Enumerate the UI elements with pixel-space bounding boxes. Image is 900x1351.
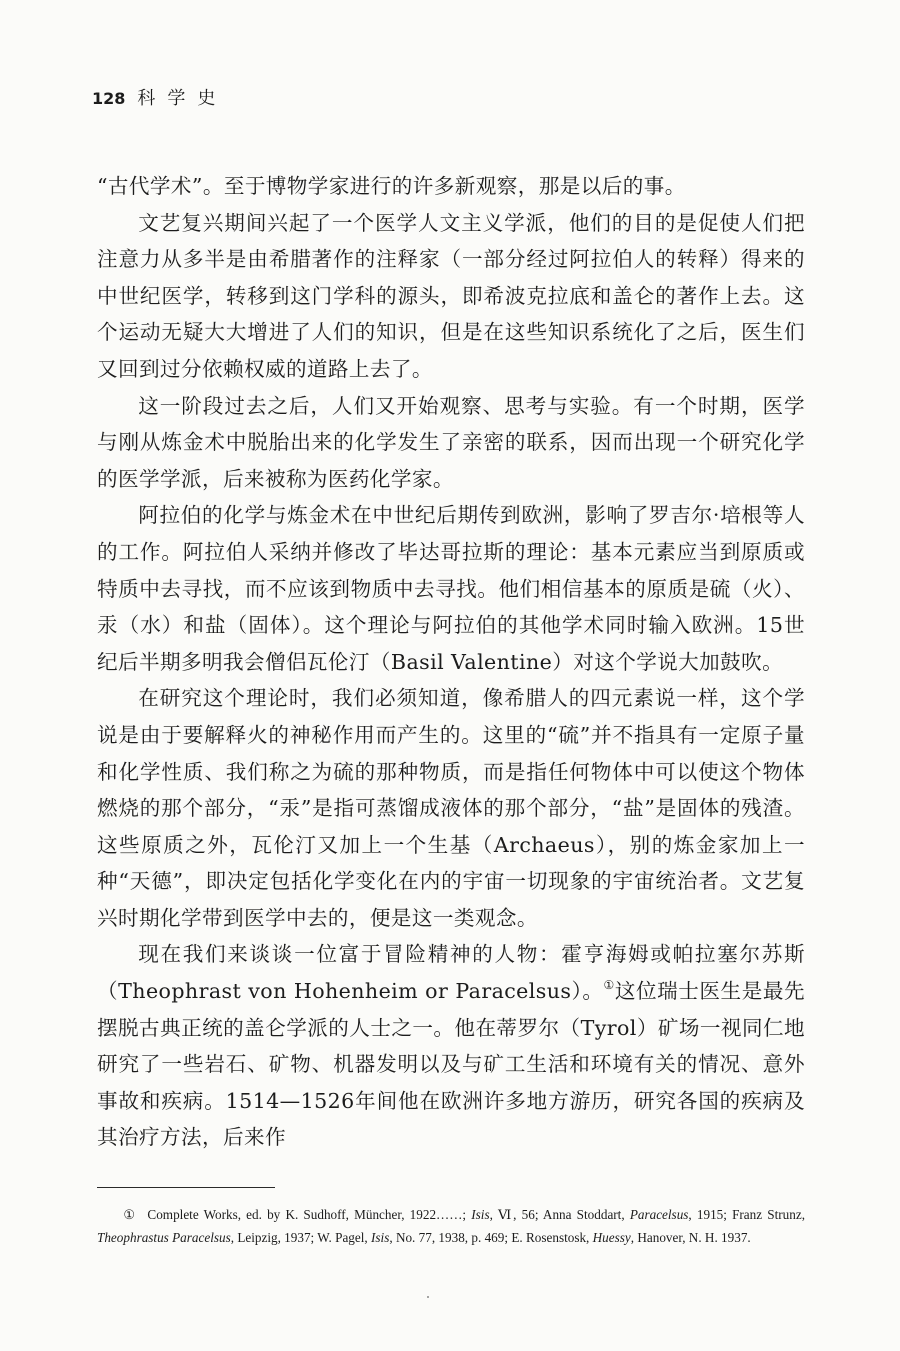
footnote-marker: ① — [123, 1207, 138, 1222]
footnote-italic-title: Paracelsus — [629, 1207, 689, 1222]
paragraph-iatrochemists: 这一阶段过去之后，人们又开始观察、思考与实验。有一个时期，医学与刚从炼金术中脱胎出来的化学发生了亲密的联系，因而出现一个研究化学的医学学派，后来被称为医药化学家。 — [97, 393, 805, 491]
footnote-text: , No. 77, 1938, p. 469; E. Rosenstosk, — [389, 1230, 593, 1245]
paragraph-medical-humanism: 文艺复兴期间兴起了一个医学人文主义学派，他们的目的是促使人们把注意力从多半是由希腊著作的注释家（一部分经过阿拉伯人的转释）得来的中世纪医学，转移到这门学科的源头，即希波克拉底和盖仑的著作上去。这个运动无疑大大增进了人们的知识，但是在这些知识系统化了之后，医生们又回到过分依赖权威的道路上去了。 — [97, 210, 805, 381]
footnote-text: , 1915; Franz Strunz, — [688, 1207, 806, 1222]
body-text — [97, 168, 805, 1156]
paragraph-arab-alchemy: 阿拉伯的化学与炼金术在中世纪后期传到欧洲，影响了罗吉尔·培根等人的工作。阿拉伯人采纳并修改了毕达哥拉斯的理论：基本元素应当到原质或特质中去寻找，而不应该到物质中去寻找。他们相信基本的原质是硫（火）、汞（水）和盐（固体）。这个理论与阿拉伯的其他学术同时输入欧洲。15世纪后半期多明我会僧侣瓦伦汀（Basil Valentine）对这个学说大加鼓吹。 — [97, 503, 805, 674]
footnote-divider — [97, 1187, 275, 1188]
paragraph-three-principles: 在研究这个理论时，我们必须知道，像希腊人的四元素说一样，这个学说是由于要解释火的神秘作用而产生的。这里的“硫”并不指具有一定原子量和化学性质、我们称之为硫的那种物质，而是指任何物体中可以使这个物体燃烧的那个部分，“汞”是指可蒸馏成液体的那个部分，“盐”是固体的残渣。这些原质之外，瓦伦汀又加上一个生基（Archaeus），别的炼金家加上一种“天德”，即决定包括化学变化在内的宇宙一切现象的宇宙统治者。文艺复兴时期化学带到医学中去的，便是这一类观念。 — [97, 686, 805, 930]
footnote-italic-title: Isis — [471, 1207, 490, 1222]
footnote-reference[interactable]: ① — [603, 978, 615, 993]
footnote-text: , Leipzig, 1937; W. Pagel, — [230, 1230, 372, 1245]
footnote-italic-title: Theophrastus Paracelsus — [97, 1230, 231, 1245]
footnote-text: Complete Works, ed. by K. Sudhoff, Müncher, 1922……; — [147, 1207, 472, 1222]
page-number: 128 — [92, 89, 126, 108]
paragraph-paracelsus — [97, 936, 805, 1156]
paracelsus-text-before-note: 现在我们来谈谈一位富于冒险精神的人物：霍亨海姆或帕拉塞尔苏斯（Theophrast von Hohenheim or Paracelsus）。 — [97, 942, 805, 1004]
footnote-italic-title: Huessy — [592, 1230, 631, 1245]
running-header — [92, 84, 227, 110]
book-title: 科学史 — [137, 88, 228, 109]
paracelsus-text-after-note: 这位瑞士医生是最先摆脱古典正统的盖仑学派的人士之一。他在蒂罗尔（Tyrol）矿场一视同仁地研究了一些岩石、矿物、机器发明以及与矿工生活和环境有关的情况、意外事故和疾病。1514—1526年间他在欧洲许多地方游历，研究各国的疾病及其治疗方法，后来作 — [97, 979, 805, 1150]
scan-speck — [427, 1296, 429, 1298]
footnote-italic-title: Isis — [371, 1230, 390, 1245]
paragraph-continuation: “古代学术”。至于博物学家进行的许多新观察，那是以后的事。 — [97, 174, 686, 198]
footnote — [97, 1203, 805, 1249]
footnote-text: , Ⅵ, 56; Anna Stoddart, — [489, 1207, 630, 1222]
footnote-text: , Hanover, N. H. 1937. — [630, 1230, 751, 1245]
